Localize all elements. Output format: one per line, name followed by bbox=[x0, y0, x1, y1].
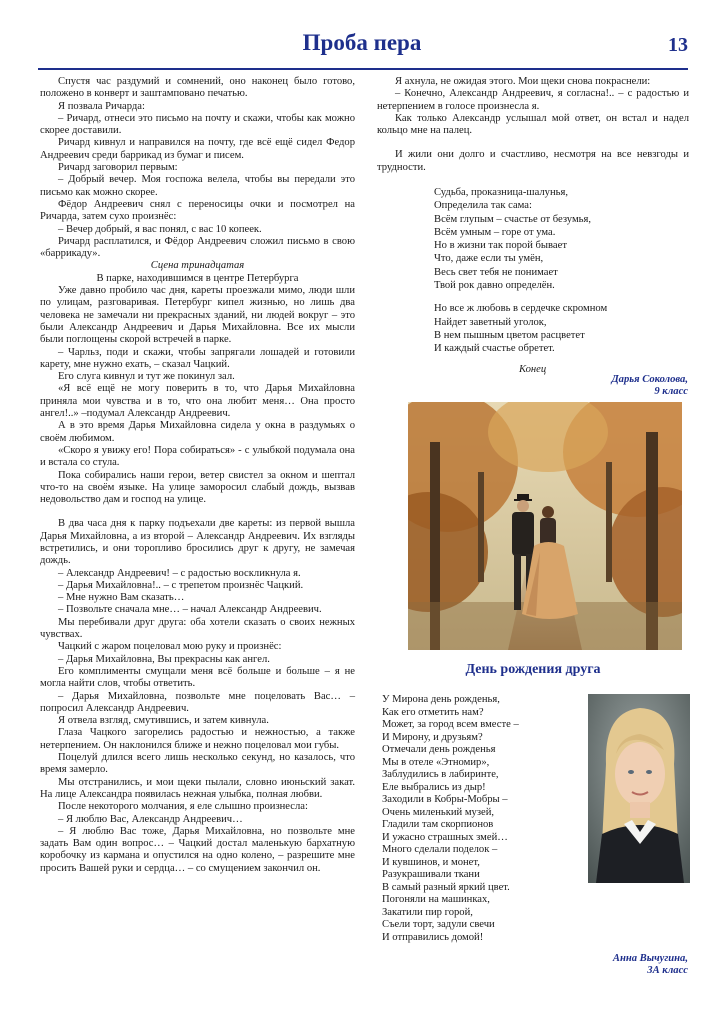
poem-line: Еле выбрались из дыр! bbox=[382, 781, 486, 793]
paragraph: Уже давно пробило час дня, кареты проезжали мимо, люди шли по улицам, разговаривая. Петербург кипел жизнью, но лишь два человека не замечали ни прекрасных зданий, ни людей вокруг – это были Александр Андреевич и Дарья Михайловна. Все их мысли были поглощены скорой встречей в парке. bbox=[40, 285, 355, 346]
poem-line: И кувшинов, и монет, bbox=[382, 856, 480, 868]
paragraph: Мы отстранились, и мои щеки пылали, словно июньский закат. На лице Александра появилась нежная улыбка, полная любви. bbox=[40, 776, 355, 800]
paragraph: Ричард расплатился, и Фёдор Андреевич сложил письмо в свою «баррикаду». bbox=[40, 235, 355, 260]
scene-title: Сцена тринадцатая bbox=[150, 260, 245, 272]
paragraph: «Скоро я увижу его! Пора собираться» - с улыбкой подумала она и встала со стула. bbox=[40, 444, 355, 469]
page-number: 13 bbox=[668, 34, 688, 56]
paragraph: В два часа дня к парку подъехали две кареты: из первой вышла Дарья Михайловна, а из второй – Александр Андреевич. Их взгляды встретились, и они торопливо бросились друг к другу, не замечая дождь. bbox=[40, 518, 355, 567]
right-column-top bbox=[377, 76, 689, 174]
paragraph: Поцелуй длился всего лишь несколько секунд, но казалось, что время замерло. bbox=[40, 752, 355, 776]
poem-line: У Мирона день рожденья, bbox=[382, 694, 500, 705]
section-title-birthday: День рождения друга bbox=[465, 662, 601, 677]
poem-line: Съели торт, задули свечи bbox=[382, 919, 495, 930]
paragraph: «Я всё ещё не могу поверить в то, что Дарья Михайловна приняла мои чувства и в то, что она любит меня… Она просто ангел!..» –подумал Александр Андреевич. bbox=[40, 383, 355, 420]
poem-birthday bbox=[382, 694, 519, 944]
paragraph: Его слуга кивнул и тут же покинул зал. bbox=[58, 371, 235, 383]
poem-line: Найдет заветный уголок, bbox=[434, 316, 547, 328]
poem-line: Погоняли на машинках, bbox=[382, 894, 490, 905]
paragraph: – Вечер добрый, я вас понял, с вас 10 копеек. bbox=[58, 223, 262, 235]
left-paragraphs-3 bbox=[40, 518, 355, 875]
paragraph: После некоторого молчания, я еле слышно произнесла: bbox=[58, 801, 308, 813]
paragraph: Мы перебивали друг друга: оба хотели сказать о своих нежных чувствах. bbox=[40, 616, 355, 641]
poem-line: Гладили там скорпионов bbox=[382, 819, 494, 830]
poem-line: Но все ж любовь в сердечке скромном bbox=[434, 303, 608, 315]
paragraph: Спустя час раздумий и сомнений, оно наконец было готово, положено в конверт и заштамповано печатью. bbox=[40, 76, 355, 100]
left-paragraphs-2 bbox=[40, 285, 355, 506]
paragraph: Я отвела взгляд, смутившись, и затем кивнула. bbox=[58, 715, 269, 727]
poem-line: Всём глупым – счастье от безумья, bbox=[434, 213, 592, 225]
paragraph: – Конечно, Александр Андреевич, я согласна!.. – с радостью и нетерпением в голосе произнесла я. bbox=[377, 88, 689, 112]
section-gap bbox=[40, 506, 355, 518]
paragraph: Я позвала Ричарда: bbox=[58, 100, 145, 112]
author-signature-2 bbox=[613, 953, 688, 977]
final-paragraph: И жили они долго и счастливо, несмотря на все невзгоды и трудности. bbox=[377, 149, 689, 173]
poem-line: И каждый счастье обретет. bbox=[434, 343, 555, 355]
paragraph: Чацкий с жаром поцеловал мою руку и произнёс: bbox=[58, 641, 282, 653]
page-title: Проба пера bbox=[302, 30, 422, 55]
poem-line: Отмечали день рожденья bbox=[382, 744, 496, 755]
paragraph: – Ричард, отнеси это письмо на почту и скажи, чтобы как можно скорее доставили. bbox=[40, 112, 355, 137]
poem-line: В нем пышным цветом расцветет bbox=[434, 329, 585, 341]
poem-line: Очень миленький музей, bbox=[382, 806, 495, 818]
poem-line: Заходили в Кобры-Мобры – bbox=[382, 794, 508, 805]
poem-line: Весь свет тебя не понимает bbox=[434, 266, 558, 278]
author-name: Анна Вычугина, bbox=[612, 953, 688, 964]
poem-line: Много сделали поделок – bbox=[382, 844, 498, 855]
paragraph: – Дарья Михайловна, Вы прекрасны как ангел. bbox=[58, 653, 270, 665]
paragraph: – Александр Андреевич! – с радостью воскликнула я. bbox=[58, 567, 301, 579]
poem-line: В самый разный яркий цвет. bbox=[382, 881, 510, 893]
author-grade: 9 класс bbox=[654, 386, 688, 397]
paragraph: Ричард кивнул и направился на почту, где всё ещё сидел Федор Андреевич среди баррикад из бумаг и писем. bbox=[40, 137, 355, 161]
paragraph: – Дарья Михайловна!.. – с трепетом произнёс Чацкий. bbox=[58, 579, 304, 591]
poem-line: Заблудились в лабиринте, bbox=[382, 769, 499, 780]
scene-subtitle: В парке, находившимся в центре Петербурга bbox=[96, 272, 299, 284]
poem-line: Но в жизни так порой бывает bbox=[434, 240, 567, 252]
author-grade: 3А класс bbox=[647, 965, 688, 976]
paragraph: – Я люблю Вас тоже, Дарья Михайловна, но позвольте мне задать Вам один вопрос… – Чацкий достал маленькую бархатную коробочку из кармана и опустился на одно колено, – разрешите мне просить Вашей руки и сердца… – со смущением закончил он. bbox=[40, 825, 355, 874]
poem-fate bbox=[434, 186, 607, 356]
header-rule bbox=[38, 68, 688, 70]
poem-line: Может, за город всем вместе – bbox=[382, 719, 519, 730]
poem-line: И ужасно страшных змей… bbox=[382, 831, 508, 843]
poem-line: Мы в отеле «Этномир», bbox=[382, 756, 490, 768]
ending-label: Конец bbox=[519, 364, 547, 375]
author-signature-1 bbox=[611, 374, 688, 398]
paragraph: Фёдор Андреевич снял с переносицы очки и посмотрел на Ричарда, затем сухо произнёс: bbox=[40, 198, 355, 223]
poem-line: Всём умным – горе от ума. bbox=[434, 226, 556, 238]
poem-line: Определила так сама: bbox=[434, 200, 532, 212]
paragraph: – Добрый вечер. Моя госпожа велела, чтобы вы передали это письмо как можно скорее. bbox=[40, 174, 355, 198]
poem-line: Как его отметить нам? bbox=[382, 706, 484, 718]
paragraph: – Чарльз, поди и скажи, чтобы запрягали лошадей и готовили карету, мне нужно ехать, – сказал Чацкий. bbox=[40, 346, 355, 370]
poem-line: И отправились домой! bbox=[382, 931, 484, 943]
right-paragraphs bbox=[377, 76, 689, 137]
paragraph: Ричард заговорил первым: bbox=[58, 162, 178, 174]
paragraph: Его комплименты смущали меня всё больше и больше – я не могла найти слов, чтобы ответить. bbox=[40, 665, 355, 690]
left-paragraphs-1 bbox=[40, 76, 355, 260]
paragraph: Пока собирались наши герои, ветер свистел за окном и шептал что-то на своём языке. На улице заморосил слабый дождь, вызвав недовольство дам и господ на улице. bbox=[40, 469, 355, 506]
poem-line: И Мирону, и друзьям? bbox=[382, 731, 483, 743]
poem-line: Разукрашивали ткани bbox=[382, 869, 480, 880]
paragraph: – Я люблю Вас, Александр Андреевич… bbox=[58, 813, 243, 825]
paragraph: – Мне нужно Вам сказать… bbox=[58, 592, 185, 604]
author-name: Дарья Соколова, bbox=[611, 374, 688, 385]
stanza-gap bbox=[434, 292, 607, 302]
poem-line: Что, даже если ты умён, bbox=[434, 253, 544, 265]
poem-line: Закатили пир горой, bbox=[382, 906, 473, 918]
paragraph: Я ахнула, не ожидая этого. Мои щеки снова покраснели: bbox=[395, 76, 651, 87]
paragraph: Как только Александр услышал мой ответ, он встал и надел кольцо мне на палец. bbox=[377, 112, 689, 137]
paragraph: Глаза Чацкого загорелись радостью и нежностью, а также нетерпением. Он наклонился ближе и нежно поцеловал мои губы. bbox=[40, 727, 355, 751]
paragraph: – Позвольте сначала мне… – начал Александр Андреевич. bbox=[58, 604, 322, 616]
girl-portrait-photo bbox=[588, 694, 690, 883]
paragraph: – Дарья Михайловна, позвольте мне поцеловать Вас… – попросил Александр Андреевич. bbox=[40, 690, 355, 714]
poem-line: Твой рок давно определён. bbox=[434, 280, 555, 292]
poem-line: Судьба, проказница-шалунья, bbox=[434, 187, 568, 198]
left-column bbox=[40, 76, 355, 875]
paragraph: А в это время Дарья Михайловна сидела у окна в раздумьях о своём любимом. bbox=[40, 420, 355, 444]
autumn-park-painting bbox=[408, 402, 682, 650]
